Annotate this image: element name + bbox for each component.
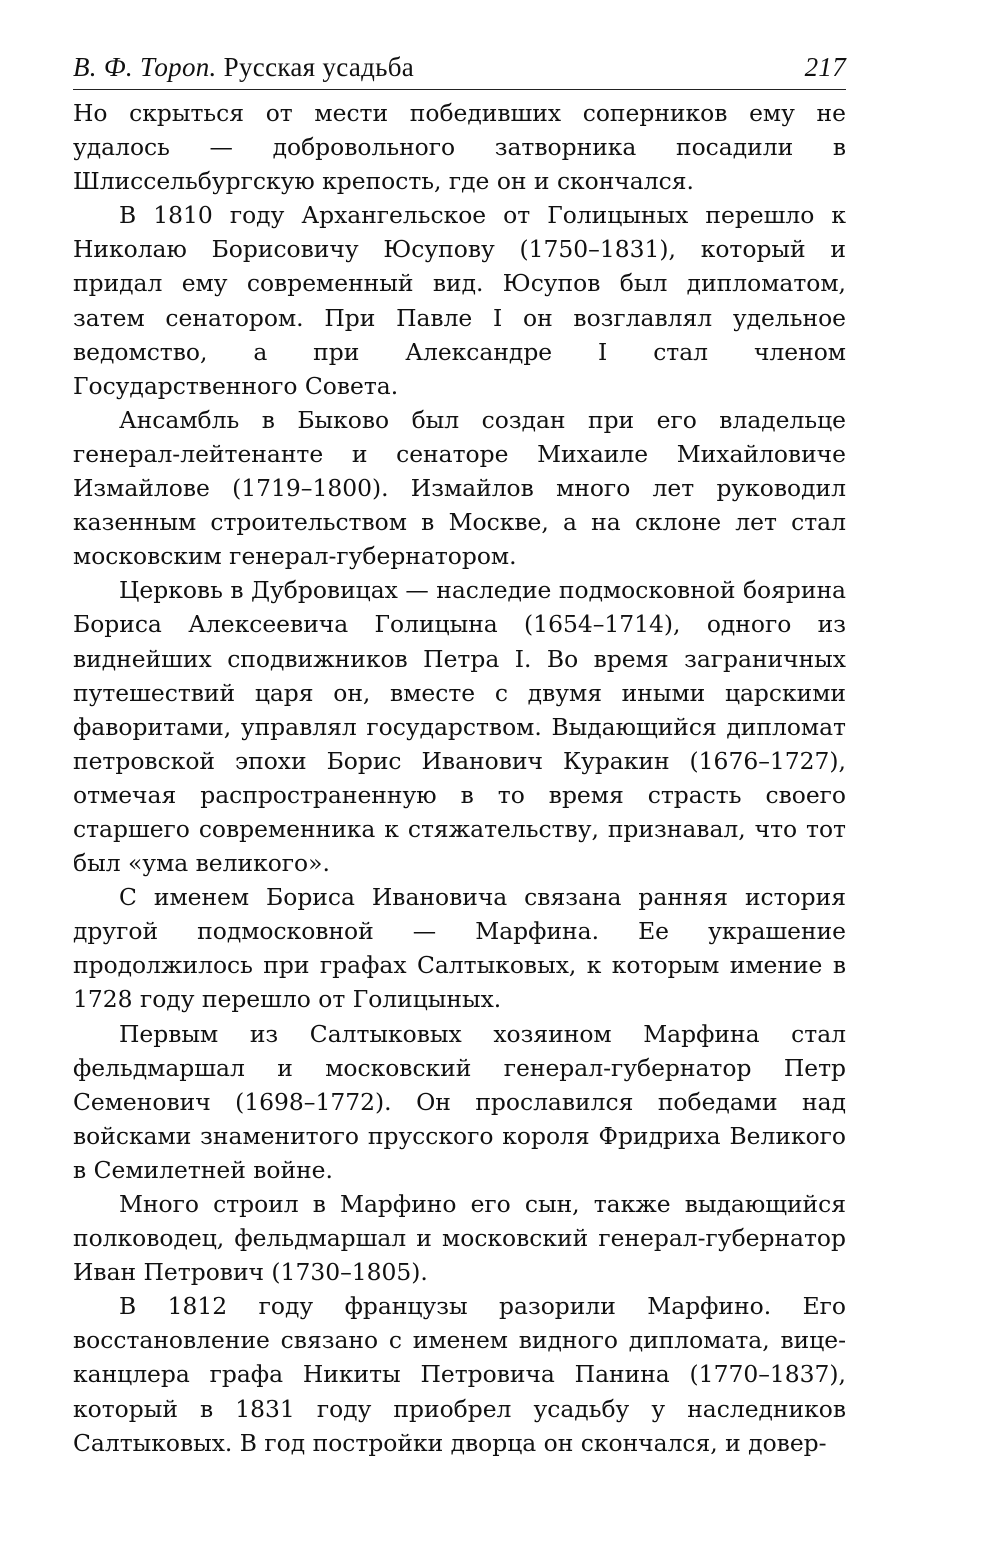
header-left	[73, 52, 414, 83]
paragraph: С именем Бориса Ивановича связана ранняя история другой подмосковной — Марфина. Ее украшение продолжилось при графах Салтыковых, к которым имение в 1728 году перешло от Голицыных.	[73, 883, 846, 1014]
running-header	[73, 52, 846, 90]
paragraph: Церковь в Дубровицах — наследие подмосковной боярина Бориса Алексеевича Голицына (1654–1714), одного из виднейших сподвижников Петра I. Во время заграничных путешествий царя он, вместе с двумя иными царскими фаворитами, управлял государством. Выдающийся дипломат петровской эпохи Борис Иванович Куракин (1676–1727), отмечая распространенную в то время страсть своего старшего современника к стяжательству, признавал, что тот был «ума великого».	[73, 576, 846, 878]
body-text	[73, 96, 846, 1460]
paragraph: Но скрыться от мести победивших соперников ему не удалось — добровольного затворника посадили в Шлиссельбургскую крепость, где он и скончался.	[73, 99, 846, 196]
page-number: 217	[804, 52, 846, 82]
book-page	[73, 52, 846, 1460]
paragraph: Много строил в Марфино его сын, также выдающийся полководец, фельдмаршал и московский генерал-губернатор Иван Петрович (1730–1805).	[73, 1190, 846, 1287]
header-author: В. Ф. Тороп.	[73, 52, 217, 82]
paragraph: Ансамбль в Быково был создан при его владельце генерал-лейтенанте и сенаторе Михаиле Михайловиче Измайлове (1719–1800). Измайлов много лет руководил казенным строительством в Москве, а на склоне лет стал московским генерал-губернатором.	[73, 405, 846, 571]
paragraph: В 1810 году Архангельское от Голицыных перешло к Николаю Борисовичу Юсупову (1750–1831), который и придал ему современный вид. Юсупов был дипломатом, затем сенатором. При Павле I он возглавлял удельное ведомство, а при Александре I стал членом Государственного Совета.	[73, 201, 846, 400]
paragraph: В 1812 году французы разорили Марфино. Его восстановление связано с именем видного дипломата, вице-канцлера графа Никиты Петровича Панина (1770–1837), который в 1831 году приобрел усадьбу у наследников Салтыковых. В год постройки дворца он скончался, и довер-	[73, 1292, 846, 1457]
paragraph: Первым из Салтыковых хозяином Марфина стал фельдмаршал и московский генерал-губернатор Петр Семенович (1698–1772). Он прославился победами над войсками знаменитого прусского короля Фридриха Великого в Семилетней войне.	[73, 1019, 846, 1184]
header-title: Русская усадьба	[223, 52, 415, 82]
